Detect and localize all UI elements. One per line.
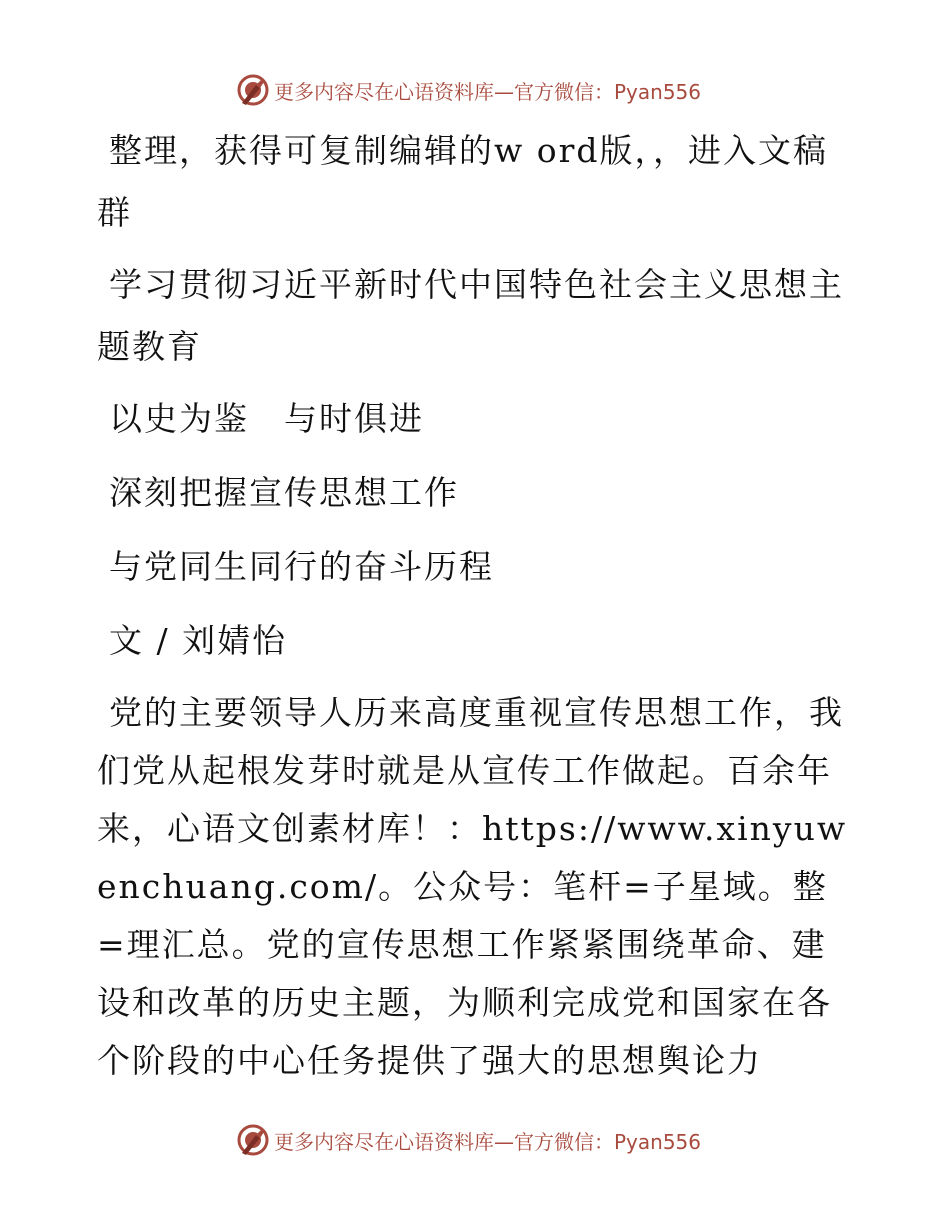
header-watermark xyxy=(236,72,701,108)
document-body xyxy=(97,120,857,1090)
heading-line-3: 与党同生同行的奋斗历程 xyxy=(109,547,494,586)
heading-line-1: 以史为鉴 与时俱进 xyxy=(109,399,424,438)
intro-paragraph: 整理，获得可复制编辑的w ord版，，进入文稿群 xyxy=(97,131,829,232)
theme-title: 学习贯彻习近平新时代中国特色社会主义思想主题教育 xyxy=(97,265,844,366)
pen-logo-icon xyxy=(236,1123,270,1157)
author-line: 文 / 刘婧怡 xyxy=(109,621,288,660)
footer-watermark xyxy=(236,1122,701,1158)
pen-logo-icon xyxy=(236,73,270,107)
heading-line-2: 深刻把握宣传思想工作 xyxy=(109,473,459,512)
footer-watermark-text: 更多内容尽在心语资料库—官方微信：Pyan556 xyxy=(274,1129,702,1154)
header-watermark-text: 更多内容尽在心语资料库—官方微信：Pyan556 xyxy=(274,79,702,104)
body-paragraph: 党的主要领导人历来高度重视宣传思想工作，我们党从起根发芽时就是从宣传工作做起。百余年来，心语文创素材库！：https://www.xinyuwenchuang.com/。公众号：笔杆=子星域。整=理汇总。党的宣传思想工作紧紧围绕革命、建设和改革的历史主题，为顺利完成党和国家在各个阶段的中心任务提供了强大的思想舆论力 xyxy=(97,693,848,1080)
